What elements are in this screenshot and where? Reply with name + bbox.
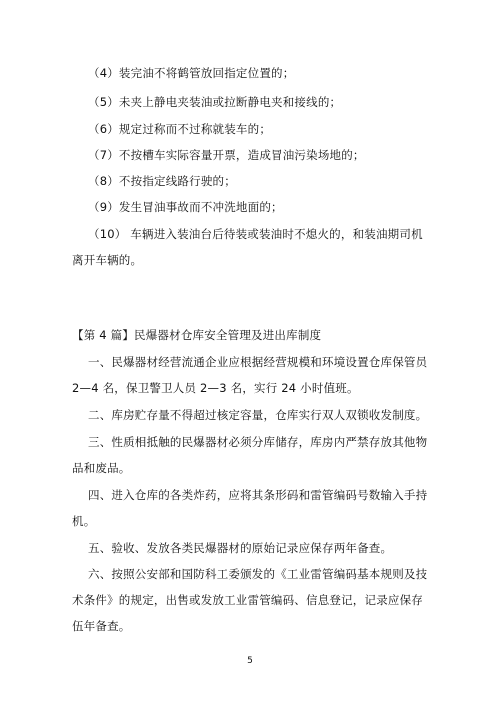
paragraph-5-line-1: 五、验收、发放各类民爆器材的原始记录应保存两年备查。: [88, 541, 393, 555]
paragraph-2-line-1: 二、库房贮存量不得超过核定容量，仓库实行双人双锁收发制度。: [88, 408, 428, 422]
list-item-8: （8）不按指定线路行驶的；: [88, 174, 236, 188]
list-item-10-line-1: （10） 车辆进入装油台后待装或装油时不熄火的，和装油期司机: [88, 227, 423, 241]
list-item-4: （4）装完油不将鹤管放回指定位置的；: [88, 66, 295, 80]
list-item-6: （6）规定过称而不过称就装车的；: [88, 122, 272, 136]
list-item-10-line-2: 离开车辆的。: [72, 253, 143, 267]
paragraph-6-line-1: 六、按照公安部和国防科工委颁发的《工业雷管编码基本规则及技: [88, 567, 428, 581]
paragraph-1-line-1: 一、民爆器材经营流通企业应根据经营规模和环境设置仓库保管员: [88, 355, 428, 369]
list-item-5: （5）未夹上静电夹装油或拉断静电夹和接线的；: [88, 95, 342, 109]
paragraph-4-line-2: 机。: [72, 514, 96, 528]
list-item-9: （9）发生冒油事故而不冲洗地面的；: [88, 200, 283, 214]
paragraph-3-line-1: 三、性质相抵触的民爆器材必须分库储存，库房内严禁存放其他物: [88, 435, 428, 449]
paragraph-3-line-2: 品和废品。: [72, 461, 131, 475]
paragraph-6-line-2: 术条件》的规定，出售或发放工业雷管编码、信息登记，记录应保存: [72, 593, 423, 607]
page-number: 5: [247, 656, 253, 666]
section-title: 【第 4 篇】民爆器材仓库安全管理及进出库制度: [72, 328, 322, 342]
paragraph-1-line-2: 2—4 名，保卫警卫人员 2—3 名，实行 24 小时值班。: [72, 381, 359, 395]
paragraph-4-line-1: 四、进入仓库的各类炸药，应将其条形码和雷管编码号数输入手持: [88, 488, 428, 502]
list-item-7: （7）不按槽车实际容量开票，造成冒油污染场地的；: [88, 148, 365, 162]
paragraph-6-line-3: 伍年备查。: [72, 619, 131, 633]
